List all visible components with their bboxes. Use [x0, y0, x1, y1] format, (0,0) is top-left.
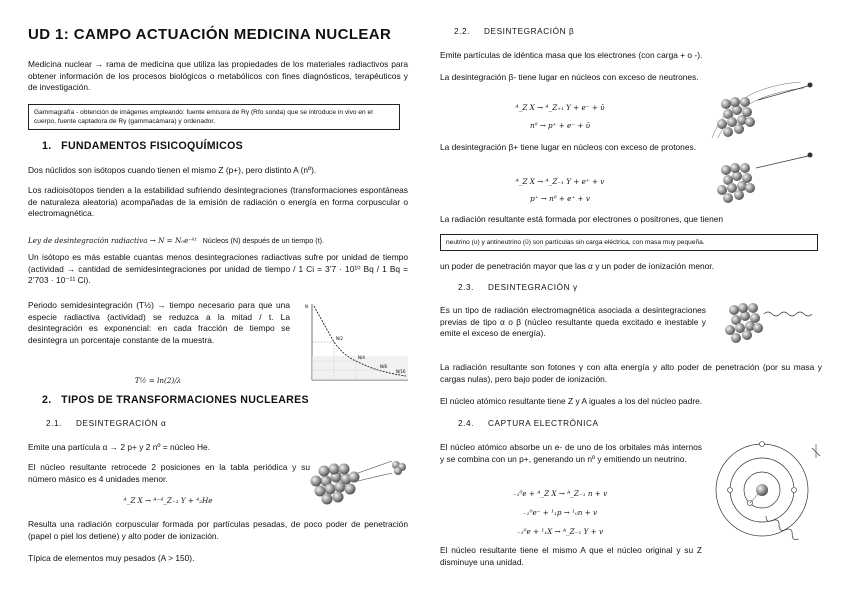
alpha-equation: ᴬ_Z X → ᴬ⁻⁴_Z₋₂ Y + ⁴₂He [123, 496, 213, 505]
alpha-heading [46, 419, 166, 428]
graph-label-n: N [305, 304, 308, 309]
t-half-formula: T½ = ln(2)/λ [134, 376, 182, 385]
isotopos-paragraph: Dos núclidos son isótopos cuando tienen el mismo Z (p+), pero distinto A (nº). [28, 165, 317, 175]
alpha-p1: Emite una partícula α → 2 p+ y 2 nº = núcleo He. [28, 442, 211, 452]
graph-label-n2: N/2 [336, 336, 343, 341]
beta-minus-nucleus [717, 97, 755, 137]
beta-heading [454, 27, 574, 36]
beta-result-text: La radiación resultante está formada por electrones o positrones, que tienen [440, 214, 724, 224]
decay-graph [304, 300, 410, 386]
positron-dot [808, 153, 813, 158]
page-title: UD 1: CAMPO ACTUACIÓN MEDICINA NUCLEAR [28, 26, 392, 43]
ley-formula: Ley de desintegración radiactiva → N = N₀e⁻ᵏᵗ [28, 236, 197, 245]
capture-number: 2.4. [458, 419, 475, 428]
capture-eq3: ₋₁⁰e + ¹₁X → ᴬ_Z₋₁ Y + v [516, 527, 604, 536]
graph-label-n16: N/16 [396, 369, 406, 374]
electron-outer [760, 442, 765, 447]
ley-text: Núcleos (N) después de un tiempo (t). [202, 236, 325, 245]
capture-eq1: ₋₁⁰e + ᴬ_Z X → ᴬ_Z₋₁ n + v [512, 489, 608, 498]
capture-p1: El núcleo atómico absorbe un e- de uno de los orbitales más internos y se combina con un p+, generando un nº y emitiendo un neutrino. [440, 442, 702, 464]
section2-number: 2. [42, 394, 52, 406]
gammagrafia-text: Gammagrafía - obtención de imágenes empleando: fuente emisora de Rγ (Rfo sonda) que se introduce in vivo en el cuerpo, fuente captadora de Rγ (gammacámara) y ordenador. [34, 109, 373, 125]
periodo-paragraph: Periodo semidesintegración (T½) → tiempo necesario para que una especie radiactiva (actividad) se reduzca a la mitad / t. La desintegración es exponencial: en cada fracción de tiempo se desintegra un porcentaje constante de la muestra. [28, 300, 290, 345]
beta-plus-eq1: ᴬ_Z X → ᴬ_Z₋₁ Y + e⁺ + v [515, 177, 605, 186]
gamma-p3: El núcleo atómico resultante tiene Z y A iguales a los del núcleo padre. [440, 396, 703, 406]
gammagrafia-box [28, 104, 400, 130]
beta-title: DESINTEGRACIÓN β [484, 27, 575, 36]
ley-desintegracion [28, 236, 408, 245]
radioisotopos-paragraph: Los radioisótopos tienden a la estabilidad sufriendo desintegraciones (transformaciones espontáneas de naturaleza aleatoria) acompañadas de la emisión de radiación o energía en forma corpuscular o electromagnética. [28, 185, 408, 219]
electron-dot [808, 83, 813, 88]
capture-title: CAPTURA ELECTRÓNICA [488, 419, 599, 428]
alpha-number: 2.1. [46, 419, 63, 428]
beta-minus-illustration [710, 78, 822, 140]
graph-label-n8: N/8 [380, 364, 387, 369]
alpha-title: DESINTEGRACIÓN α [76, 419, 167, 428]
graph-label-n4: N/4 [358, 355, 365, 360]
gamma-heading [458, 283, 578, 292]
section1-number: 1. [42, 140, 52, 152]
beta-plus-nucleus [717, 163, 755, 203]
capture-p2: El núcleo resultante tiene el mismo A que el núcleo original y su Z disminuye una unidad. [440, 545, 702, 567]
beta-number: 2.2. [454, 27, 471, 36]
capture-eq2: ₋₁⁰e⁻ + ¹₁p → ¹₀n + v [522, 508, 598, 517]
gamma-title: DESINTEGRACIÓN γ [488, 283, 578, 292]
beta-minus-eq2: n⁰ → p⁺ + e⁻ + ῡ [529, 121, 591, 130]
beta-plus-text: La desintegración β+ tiene lugar en núcleos con exceso de protones. [440, 142, 697, 152]
beta-minus-eq1: ᴬ_Z X → ᴬ_Z₊₁ Y + e⁻ + ῡ [515, 103, 605, 112]
beta-p1: Emite partículas de idéntica masa que los electrones (con carga + o -). [440, 50, 703, 60]
beta-plus-eq2: p⁺ → n⁰ + e⁺ + v [530, 194, 590, 203]
section2-title: TIPOS DE TRANSFORMACIONES NUCLEARES [61, 394, 309, 406]
electron-middle [728, 488, 733, 493]
electron-middle-right [792, 488, 797, 493]
atom-nucleus [756, 484, 768, 496]
x-ray-emission [764, 514, 800, 542]
gamma-illustration [718, 290, 822, 348]
alpha-nucleus-illustration [300, 447, 410, 511]
electron-capture-atom-diagram [706, 440, 826, 570]
section1-heading [42, 140, 243, 152]
alpha-particle [392, 461, 406, 475]
capture-heading [458, 419, 599, 428]
alpha-p4: Típica de elementos muy pesados (A > 150). [28, 553, 195, 563]
neutrino-box-text: neutrino (υ) y antineutrino (ῡ) son partículas sin carga eléctrica, con masa muy pequeña. [446, 239, 705, 246]
beta-minus-text: La desintegración β- tiene lugar en núcleos con exceso de neutrones. [440, 72, 699, 82]
gamma-number: 2.3. [458, 283, 475, 292]
gamma-p2: La radiación resultante son fotones γ con alta energía y alto poder de penetración (por su masa y cargas nulas), pero bajo poder de ionización. [440, 362, 822, 384]
estable-paragraph: Un isótopo es más estable cuantas menos desintegraciones radiactivas sufre por unidad de tiempo (actividad → cantidad de semidesintegraciones por unidad de tiempo / 1 Ci = 3’7 · 10¹⁰ Bq / 1 Bq = 2’703 · 10⁻¹¹ Ci). [28, 252, 408, 286]
alpha-nucleus [311, 464, 360, 505]
alpha-p2: El núcleo resultante retrocede 2 posiciones en la tabla periódica y su número másico es 4 unidades menor. [28, 462, 310, 484]
beta-after-text: un poder de penetración mayor que las α y un poder de ionización menor. [440, 261, 714, 271]
gamma-wave [764, 312, 812, 316]
alpha-p3: Resulta una radiación corpuscular formada por partículas pesadas, de poco poder de penetración (papel o piel los detiene) y alto poder de ionización. [28, 519, 408, 541]
section2-heading [42, 394, 309, 406]
beta-plus-illustration [710, 150, 822, 208]
gamma-nucleus [725, 303, 763, 343]
section1-title: FUNDAMENTOS FISICOQUÍMICOS [61, 140, 243, 152]
gamma-p1: Es un tipo de radiación electromagnética asociada a desintegraciones previas de tipo α o β (núcleo resultante queda excitado e inestable y emite el exceso de energía). [440, 305, 706, 339]
intro-paragraph: Medicina nuclear → rama de medicina que utiliza las propiedades de los materiales radiactivos para obtener información de los procesos biológicos o metabólicos con fines diagnósticos, terapéuticos y de investigación. [28, 59, 408, 93]
neutrino-box [440, 234, 818, 251]
